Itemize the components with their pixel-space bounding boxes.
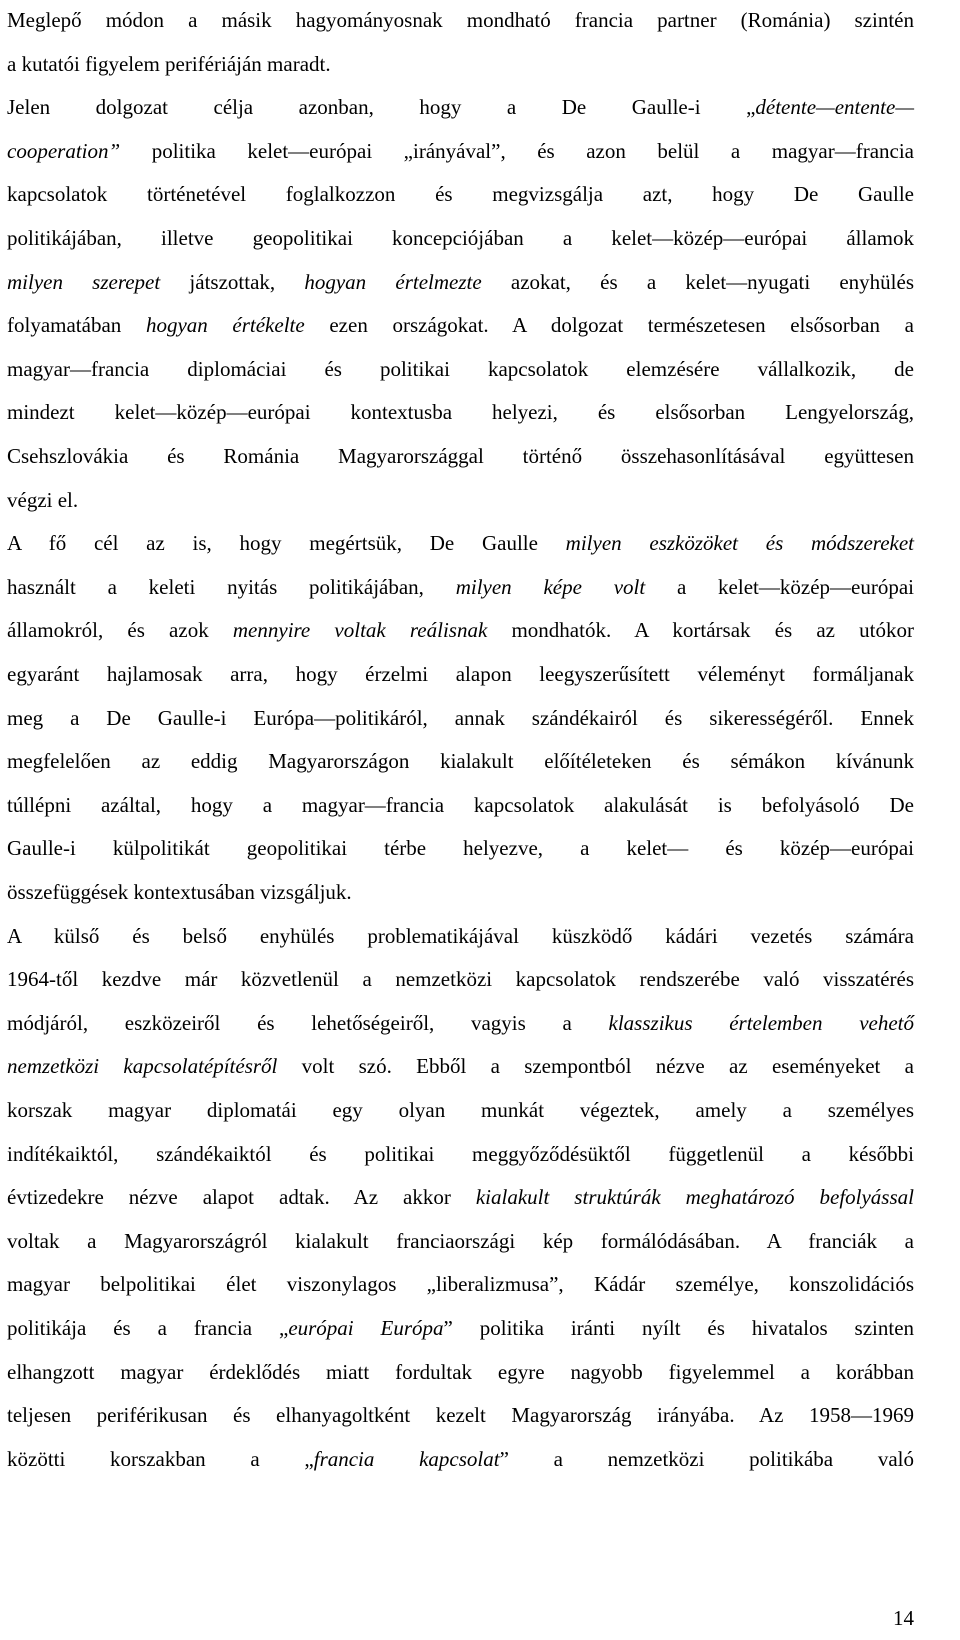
text-line: [7, 706, 914, 730]
text-line: [7, 1142, 914, 1166]
text-line: [7, 1054, 914, 1078]
text-span: 1964-től kezdve már közvetlenül a nemzetközi kapcsolatok rendszerébe való visszatérés: [7, 967, 914, 992]
text-span: kapcsolatok történetével foglalkozzon és megvizsgálja azt, hogy De Gaulle: [7, 182, 914, 207]
text-span: mindezt kelet—közép—európai kontextusba helyezi, és elsősorban Lengyelország,: [7, 400, 914, 425]
text-span: volt szó. Ebből a szempontból nézve az eseményeket a: [277, 1054, 914, 1079]
italic-text: hogyan értelmezte: [304, 269, 482, 294]
text-line: [7, 793, 914, 817]
text-span: Jelen dolgozat célja azonban, hogy a De Gaulle-i „: [7, 95, 756, 120]
text-span: túllépni azáltal, hogy a magyar—francia kapcsolatok alakulását is befolyásoló De: [7, 792, 914, 817]
text-span: teljesen periférikusan és elhanyagoltként kezelt Magyarország irányába. Az 1958—1969: [7, 1403, 914, 1428]
italic-text: nemzetközi kapcsolatépítésről: [7, 1054, 278, 1079]
italic-text: mennyire voltak reálisnak: [232, 618, 488, 643]
text-line: [7, 1185, 914, 1209]
text-span: a kelet—közép—európai: [645, 574, 914, 599]
text-span: ezen országokat. A dolgozat természetesen elsősorban a: [304, 313, 915, 338]
text-line: [7, 924, 914, 948]
italic-text: milyen eszközöket és módszereket: [565, 531, 914, 556]
text-line: [7, 444, 914, 468]
text-line: [7, 1403, 914, 1427]
text-line: [7, 880, 914, 904]
text-span: évtizedekre nézve alapot adtak. Az akkor: [7, 1185, 476, 1210]
text-span: azokat, és a kelet—nyugati enyhülés: [481, 269, 915, 294]
text-line: [7, 1011, 914, 1035]
text-span: folyamatában: [7, 313, 146, 338]
italic-text: cooperation”: [7, 138, 121, 163]
text-span: végzi el.: [7, 487, 79, 512]
text-line: [7, 662, 914, 686]
text-span: mondhatók. A kortársak és az utókor: [487, 618, 915, 643]
text-line: [7, 270, 914, 294]
text-span: politika kelet—európai „irányával”, és azon belül a magyar—francia: [120, 138, 914, 163]
text-line: [7, 1447, 914, 1471]
text-line: [7, 400, 914, 424]
text-line: [7, 488, 914, 512]
italic-text: milyen képe volt: [455, 574, 646, 599]
text-line: [7, 139, 914, 163]
text-span: politikájában, illetve geopolitikai koncepciójában a kelet—közép—európai államok: [7, 226, 914, 250]
text-line: [7, 1098, 914, 1122]
text-line: [7, 1316, 914, 1340]
text-span: indítékaiktól, szándékaiktól és politikai meggyőződésüktől függetlenül a későbbi: [7, 1141, 914, 1166]
italic-text: détente—entente—: [755, 95, 914, 120]
text-span: használt a keleti nyitás politikájában,: [7, 574, 456, 599]
text-span: módjáról, eszközeiről és lehetőségeiről, vagyis a: [7, 1010, 609, 1035]
text-span: korszak magyar diplomatái egy olyan munkát végeztek, amely a személyes: [7, 1098, 914, 1122]
text-line: [7, 531, 914, 555]
text-line: [7, 357, 914, 381]
text-span: államokról, és azok: [7, 618, 233, 643]
italic-text: francia kapcsolat: [313, 1446, 500, 1471]
text-line: [7, 967, 914, 991]
text-line: [7, 575, 914, 599]
text-span: megfelelően az eddig Magyarországon kialakult előítéleteken és sémákon kívánunk: [7, 749, 914, 774]
text-line: [7, 836, 914, 860]
italic-text: klasszikus értelemben vehető: [608, 1010, 914, 1035]
text-span: ” a nemzetközi politikába való: [499, 1446, 914, 1471]
page-number: 14: [893, 1606, 914, 1630]
text-span: ” politika iránti nyílt és hivatalos szinten: [443, 1316, 915, 1340]
text-line: [7, 182, 914, 206]
text-span: voltak a Magyarországról kialakult franciaországi kép formálódásában. A franciák a: [7, 1228, 914, 1253]
text-line: [7, 749, 914, 773]
text-span: Meglepő módon a másik hagyományosnak mondható francia partner (Románia) szintén: [7, 8, 914, 32]
text-line: [7, 226, 914, 250]
text-span: A külső és belső enyhülés problematikájával küszködő kádári vezetés számára: [7, 923, 914, 948]
text-span: meg a De Gaulle-i Európa—politikáról, annak szándékairól és sikerességéről. Ennek: [7, 705, 914, 730]
text-span: magyar—francia diplomáciai és politikai kapcsolatok elemzésére vállalkozik, de: [7, 356, 914, 381]
text-line: [7, 618, 914, 642]
text-span: játszottak,: [160, 269, 305, 294]
italic-text: milyen szerepet: [7, 269, 161, 294]
text-span: politikája és a francia „: [7, 1316, 289, 1340]
italic-text: hogyan értékelte: [145, 313, 305, 338]
text-span: Gaulle-i külpolitikát geopolitikai térbe helyezve, a kelet— és közép—európai: [7, 836, 914, 861]
text-line: [7, 52, 914, 76]
text-span: elhangzott magyar érdeklődés miatt fordultak egyre nagyobb figyelemmel a korábban: [7, 1359, 914, 1384]
text-span: A fő cél az is, hogy megértsük, De Gaulle: [7, 531, 566, 556]
italic-text: európai Európa: [288, 1316, 444, 1340]
text-line: [7, 95, 914, 119]
text-line: [7, 1272, 914, 1296]
text-line: [7, 313, 914, 337]
text-span: közötti korszakban a „: [7, 1446, 314, 1471]
text-span: összefüggések kontextusában vizsgáljuk.: [7, 880, 352, 904]
text-line: [7, 8, 914, 32]
text-span: a kutatói figyelem perifériáján maradt.: [7, 51, 331, 76]
text-span: egyaránt hajlamosak arra, hogy érzelmi alapon leegyszerűsített véleményt formáljanak: [7, 662, 914, 686]
text-span: magyar belpolitikai élet viszonylagos „liberalizmusa”, Kádár személye, konszolidációs: [7, 1272, 914, 1297]
italic-text: kialakult struktúrák meghatározó befolyással: [475, 1185, 914, 1210]
text-line: [7, 1360, 914, 1384]
text-line: [7, 1229, 914, 1253]
text-span: Csehszlovákia és Románia Magyarországgal történő összehasonlításával együttesen: [7, 444, 914, 468]
